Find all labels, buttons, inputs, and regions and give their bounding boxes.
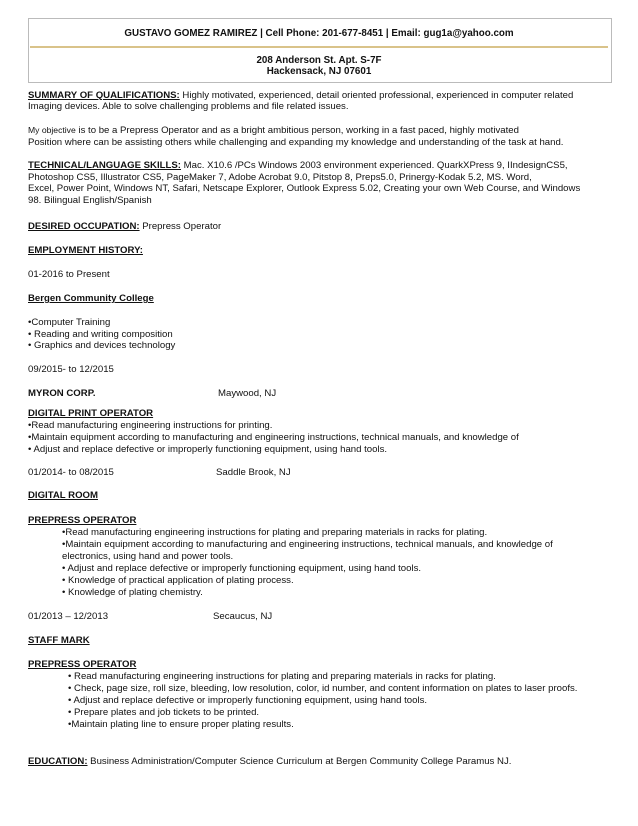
job2-location: Maywood, NJ — [218, 388, 277, 399]
job2-company: MYRON CORP. — [28, 388, 96, 399]
job3-company: DIGITAL ROOM — [28, 490, 98, 501]
summary-line2: Imaging devices. Able to solve challenging problems and file related issues. — [28, 101, 349, 112]
summary-text1: Highly motivated, experienced, detail oriented professional, experienced in computer related — [179, 90, 574, 101]
desired-heading: DESIRED OCCUPATION: — [28, 221, 140, 232]
job1-bullet2: • Reading and writing composition — [28, 329, 173, 340]
contact-line: GUSTAVO GOMEZ RAMIREZ | Cell Phone: 201-677-8451 | Email: gug1a@yahoo.com — [124, 28, 514, 39]
job1-bullet1: •Computer Training — [28, 317, 111, 328]
job2-bullet1: •Read manufacturing engineering instructions for printing. — [28, 420, 273, 431]
job2-title: DIGITAL PRINT OPERATOR — [28, 408, 154, 419]
city-address: Hackensack, NJ 07601 — [266, 66, 372, 77]
education-value: Business Administration/Computer Science Curriculum at Bergen Community College Paramus NJ. — [87, 756, 512, 767]
job2-dates: 09/2015- to 12/2015 — [28, 364, 114, 375]
job2-bullet3: • Adjust and replace defective or improperly functioning equipment, using hand tools. — [28, 444, 388, 455]
job4-bullet4: • Prepare plates and job tickets to be printed. — [68, 707, 260, 718]
summary-line1 — [28, 90, 573, 101]
employment-heading: EMPLOYMENT HISTORY: — [28, 245, 143, 256]
job3-bullet5: • Knowledge of plating chemistry. — [62, 587, 203, 598]
job1-company: Bergen Community College — [28, 293, 154, 304]
job4-bullet2: • Check, page size, roll size, bleeding, low resolution, color, id number, and content information on plates to laser proofs. — [68, 683, 578, 694]
desired-value: Prepress Operator — [139, 221, 222, 232]
job3-bullet3: • Adjust and replace defective or improperly functioning equipment, using hand tools. — [62, 563, 422, 574]
skills-line4: 98. Bilingual English/Spanish — [28, 195, 152, 206]
street-address: 208 Anderson St. Apt. S-7F — [256, 55, 382, 66]
objective-prefix: My objective — [28, 125, 76, 135]
objective-line2: Position where can be assisting others while challenging and expanding my knowledge and understanding of the task at hand. — [28, 137, 564, 148]
skills-heading: TECHNICAL/LANGUAGE SKILLS: — [28, 160, 181, 171]
skills-line3: Excel, Power Point, Windows NT, Safari, Netscape Explorer, Outlook Express 5.02, Creating your own Web Course, and Windows — [28, 183, 581, 194]
job3-title: PREPRESS OPERATOR — [28, 515, 137, 526]
job3-bullet4: • Knowledge of practical application of plating process. — [62, 575, 294, 586]
summary-heading: SUMMARY OF QUALIFICATIONS: — [28, 90, 180, 101]
job1-dates: 01-2016 to Present — [28, 269, 110, 280]
job4-title: PREPRESS OPERATOR — [28, 659, 137, 670]
job4-bullet3: • Adjust and replace defective or improperly functioning equipment, using hand tools. — [68, 695, 428, 706]
job4-dates: 01/2013 – 12/2013 — [28, 611, 109, 622]
job3-dates: 01/2014- to 08/2015 — [28, 467, 114, 478]
skills-line1 — [28, 160, 568, 171]
job2-bullet2: •Maintain equipment according to manufacturing and engineering instructions, technical manuals, and knowledge of — [28, 432, 519, 443]
skills-text1: Mac. X10.6 /PCs Windows 2003 environment experienced. QuarkXPress 9, IIndesignCS5, — [180, 160, 568, 171]
education-line — [28, 756, 511, 767]
job4-bullet5: •Maintain plating line to ensure proper plating results. — [68, 719, 294, 730]
skills-line2: Photoshop CS5, Illustrator CS5, PageMaker 7, Adobe Acrobat 9.0, Pitstop 8, Preps5.0, Prinergy-Kodak 5.2, MS. Word, — [28, 172, 532, 183]
header-divider — [30, 46, 608, 48]
job3-location: Saddle Brook, NJ — [216, 467, 291, 478]
job4-company: STAFF MARK — [28, 635, 90, 646]
job4-bullet1: • Read manufacturing engineering instructions for plating and preparing materials in racks for plating. — [68, 671, 496, 682]
objective-line1 — [28, 125, 519, 136]
education-heading: EDUCATION: — [28, 756, 88, 767]
desired-line — [28, 221, 221, 232]
job1-bullet3: • Graphics and devices technology — [28, 340, 176, 351]
objective-text: is to be a Prepress Operator and as a bright ambitious person, working in a fast paced, highly motivated — [75, 125, 519, 136]
job3-bullet2a: •Maintain equipment according to manufacturing and engineering instructions, technical manuals, and knowledge of — [62, 539, 553, 550]
job3-bullet2b: electronics, using hand and power tools. — [62, 551, 234, 562]
job4-location: Secaucus, NJ — [213, 611, 273, 622]
job3-bullet1: •Read manufacturing engineering instructions for plating and preparing materials in racks for plating. — [62, 527, 488, 538]
